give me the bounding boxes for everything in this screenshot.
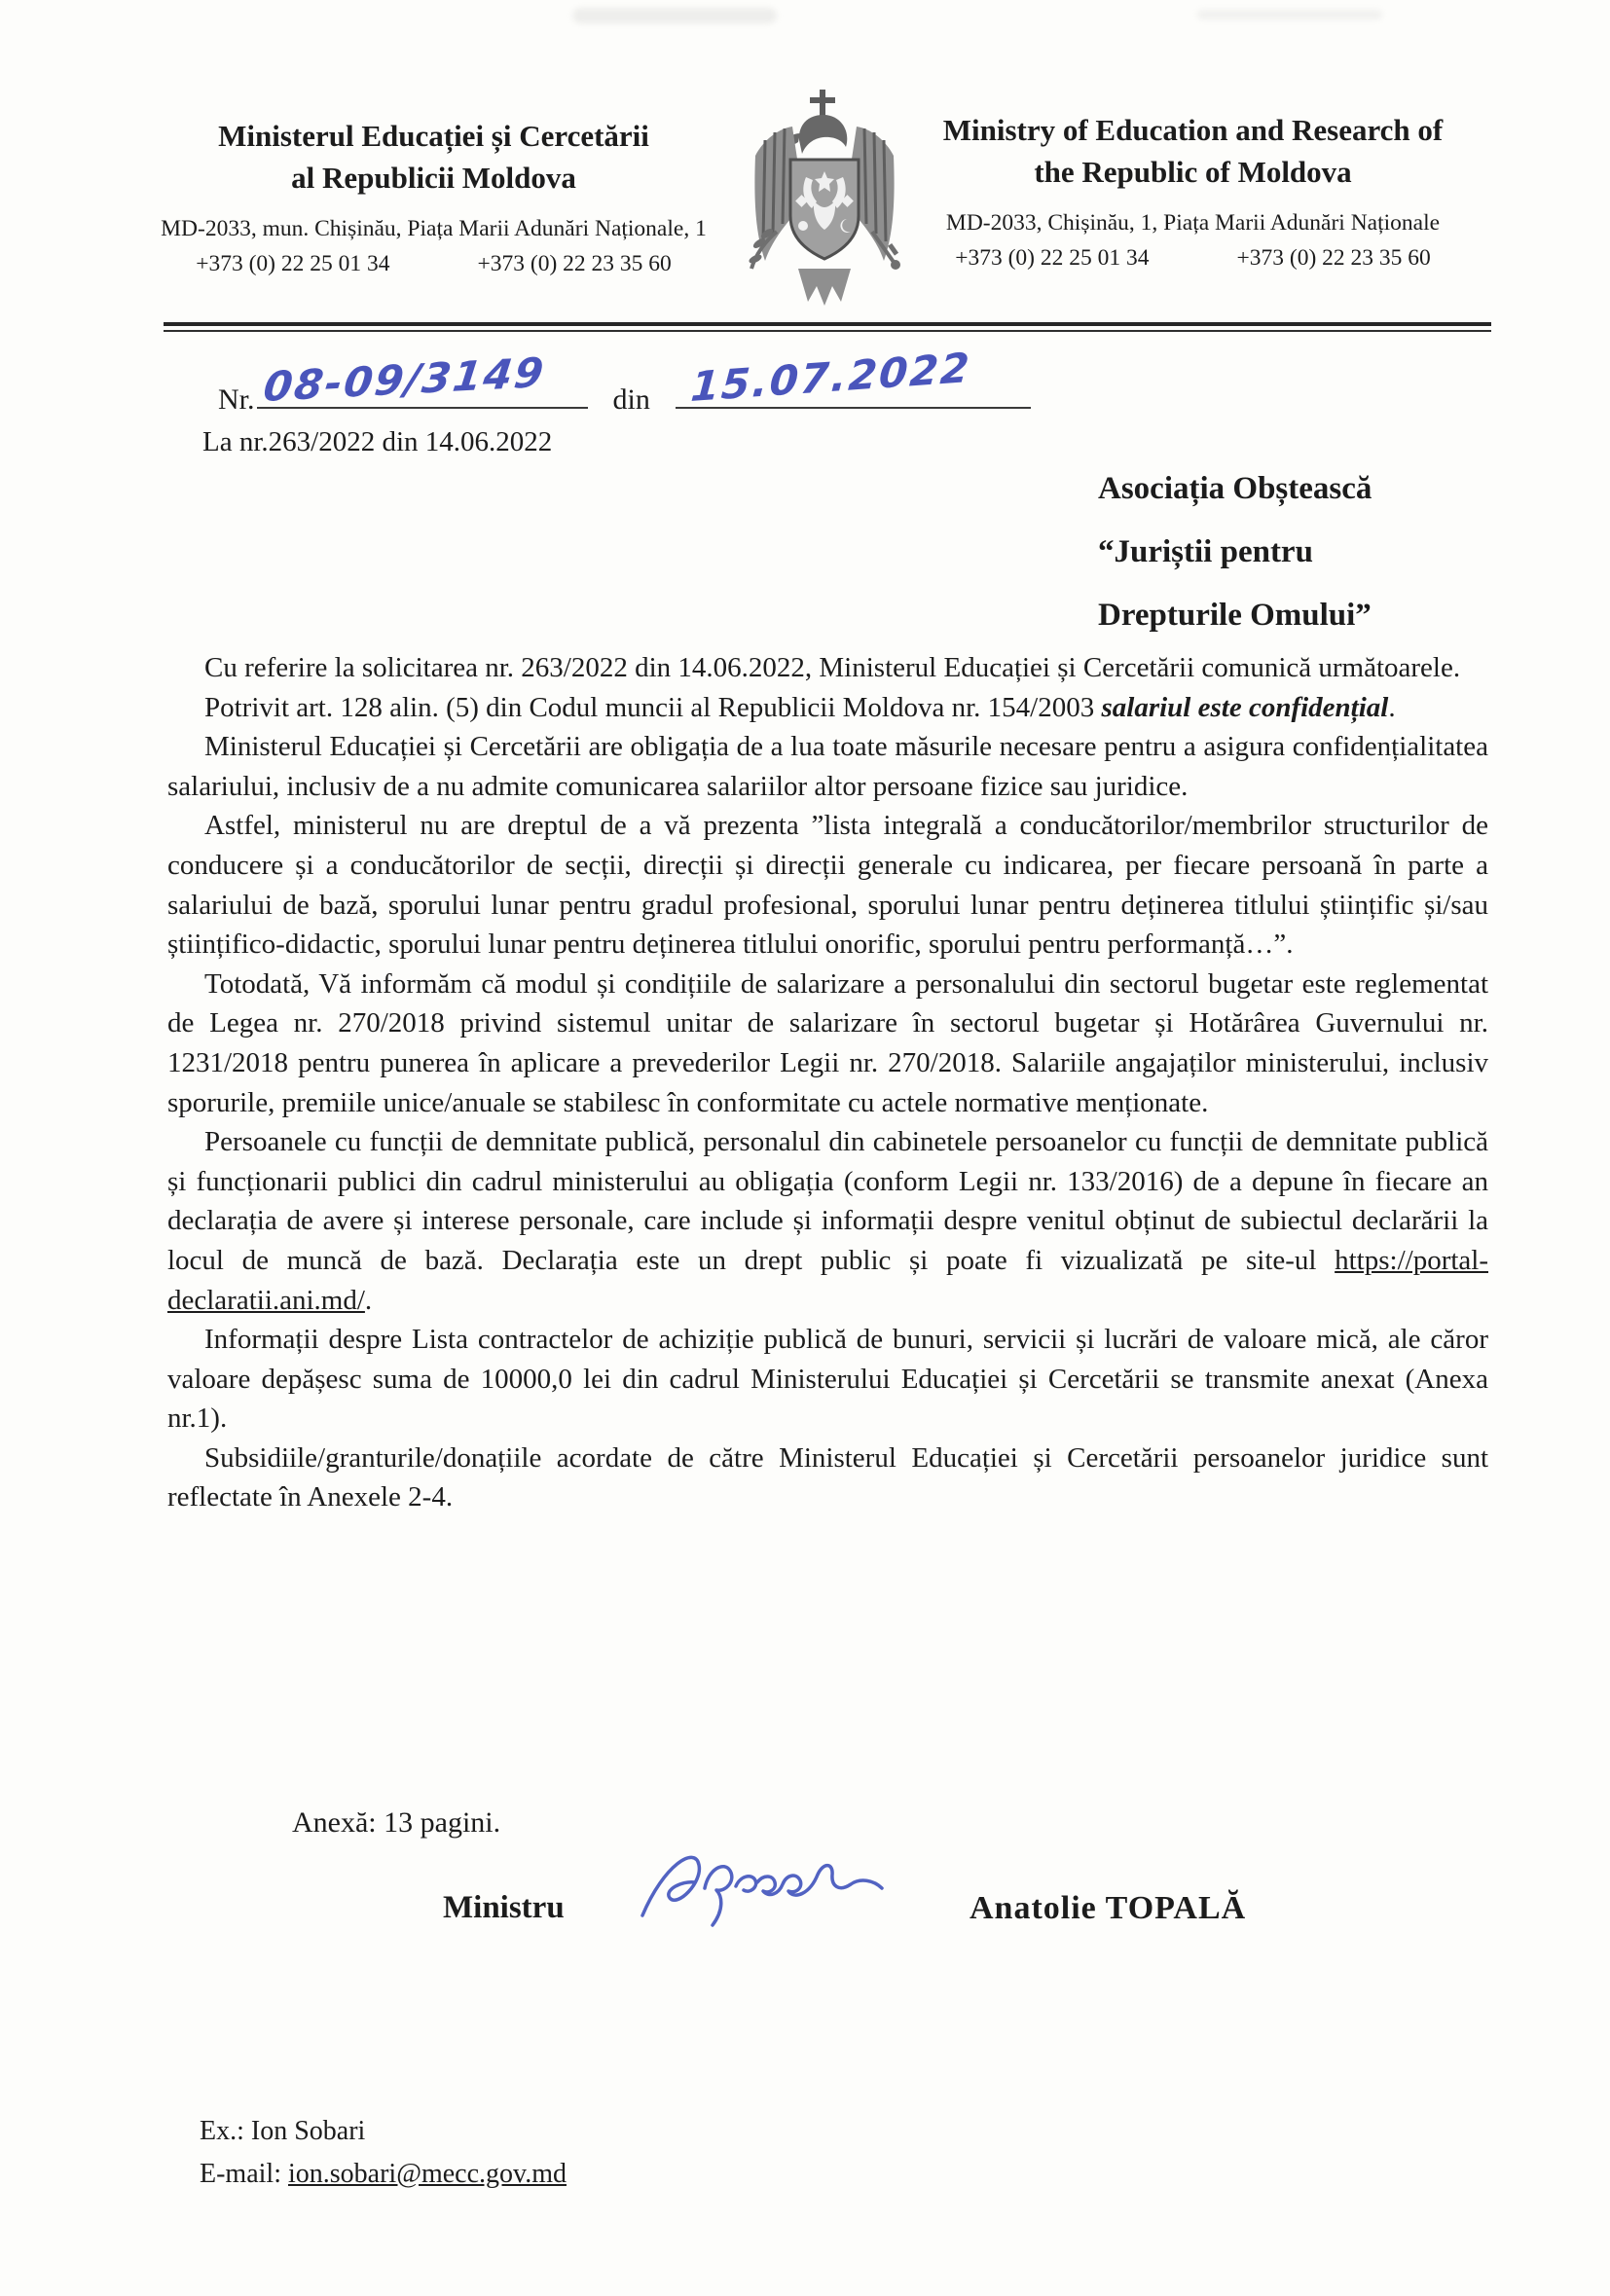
addressee-line: Asociația Obștească	[1098, 471, 1372, 506]
body-paragraph-7: Informații despre Lista contractelor de achiziție publică de bunuri, servicii și lucrări de valoare mică, ale căror valoare depășesc suma de 10000,0 lei din cadrul Ministerului Educației și Cercetării se transmite anexat (Anexa nr.1).	[167, 1324, 1488, 1435]
signer-title: Ministru	[443, 1890, 565, 1925]
org-title-en-line2: the Republic of Moldova	[1034, 155, 1352, 189]
paragraph-text: Persoanele cu funcții de demnitate publică, personalul din cabinetele persoanelor cu funcții de demnitate publică și funcționarii publici din cadrul ministerului au obligația (conform Legii nr. 133/2016) de a depune în fiecare an declarația de avere și interese personale, care include și informații despre venitul obținut de subiectul declarării la locul de muncă de bază. Declarația este un drept public și poate fi vizualizată pe site-ul	[167, 1126, 1488, 1276]
header-divider	[164, 322, 1491, 332]
minister-signature	[631, 1838, 923, 1940]
date-blank-line	[676, 344, 1031, 411]
letter-body	[167, 648, 1488, 1517]
addressee-line: “Juriștii pentru	[1098, 534, 1313, 569]
body-paragraph-3: Ministerul Educației și Cercetării are obligația de a lua toate măsurile necesare pentru a asigura confidențialitatea salariului, inclusiv de a nu admite comunicarea salariilor altor persoane fizice sau juridice.	[167, 731, 1488, 802]
body-paragraph-5: Totodată, Vă informăm că modul și condițiile de salarizare a personalului din sectorul bugetar este reglementat de Legea nr. 270/2018 privind sistemul unitar de salarizare în sectorul bugetar și Hotărârea Guvernului nr. 1231/2018 pentru punerea în aplicare a prevederilor Legii nr. 270/2018. Salariile angajaților ministerului, inclusiv sporurile, premiile unice/anuale se stabilesc în conformitate cu actele normative menționate.	[167, 967, 1488, 1118]
org-block-english	[879, 109, 1507, 272]
executor-block	[200, 2110, 567, 2196]
scan-artifact	[1197, 10, 1382, 19]
nr-label: Nr.	[218, 383, 255, 416]
executor-name: Ex.: Ion Sobari	[200, 2116, 366, 2146]
paragraph-text: .	[1388, 691, 1396, 723]
body-paragraph-4: Astfel, ministerul nu are dreptul de a vă prezenta ”lista integrală a conducătorilor/membrilor structurilor de conducere și a conducătorilor de secții, direcții și direcții generale cu indicarea, per fiecare persoană în parte a salariului de bază, sporului lunar pentru gradul profesional, sporului lunar pentru deținerea titlului științific și/sau științifico-didactic, sporului lunar pentru deținerea titlului onorific, sporului pentru performanță…”.	[167, 810, 1488, 961]
org-address-en: MD-2033, Chișinău, 1, Piața Marii Adunări Naționale	[945, 210, 1441, 236]
executor-email-line	[200, 2153, 567, 2196]
phone-number: +373 (0) 22 25 01 34	[955, 245, 1150, 271]
org-address-ro: MD-2033, mun. Chișinău, Piața Marii Adunări Naționale, 1	[161, 216, 707, 241]
handwritten-reference-number: 08-09/3149	[260, 348, 548, 411]
body-paragraph-6	[167, 1122, 1488, 1320]
org-title-en-line1: Ministry of Education and Research of	[942, 113, 1444, 147]
signer-name: Anatolie TOPALĂ	[970, 1890, 1247, 1926]
portal-declaratii-link[interactable]: https://portal-declaratii.ani.md/	[167, 1244, 1488, 1316]
org-block-romanian	[134, 115, 733, 277]
handwritten-date: 15.07.2022	[688, 344, 973, 411]
nr-blank-line	[257, 348, 588, 411]
addressee-block	[1098, 457, 1372, 647]
body-paragraph-8: Subsidiile/granturile/donațiile acordate de către Ministerul Educației și Cercetării persoanelor juridice sunt reflectate în Anexele 2-4.	[167, 1441, 1488, 1513]
scan-artifact	[572, 8, 777, 23]
body-paragraph-1: Cu referire la solicitarea nr. 263/2022 din 14.06.2022, Ministerul Educației și Cercetării comunică următoarele.	[204, 652, 1461, 683]
email-link[interactable]: ion.sobari@mecc.gov.md	[287, 2159, 567, 2189]
reference-line	[218, 344, 1031, 417]
org-phones-ro	[134, 251, 733, 277]
phone-number: +373 (0) 22 23 35 60	[1236, 245, 1431, 271]
din-label: din	[612, 383, 650, 416]
paragraph-text: .	[364, 1284, 373, 1316]
paragraph-text: Potrivit art. 128 alin. (5) din Codul muncii al Republicii Moldova nr. 154/2003	[204, 691, 1102, 723]
phone-number: +373 (0) 22 25 01 34	[196, 251, 390, 276]
email-label: E-mail:	[200, 2159, 288, 2189]
org-title-ro-line1: Ministerul Educației și Cercetării	[218, 119, 649, 153]
phone-number: +373 (0) 22 23 35 60	[477, 251, 672, 276]
org-phones-en	[879, 245, 1507, 272]
body-paragraph-2	[167, 688, 1488, 728]
org-title-ro-line2: al Republicii Moldova	[291, 161, 576, 195]
reply-reference-line: La nr.263/2022 din 14.06.2022	[202, 426, 553, 457]
emphasized-text: salariul este confidențial	[1101, 691, 1389, 723]
annex-note: Anexă: 13 pagini.	[292, 1806, 501, 1839]
addressee-line: Drepturile Omului”	[1098, 598, 1372, 633]
